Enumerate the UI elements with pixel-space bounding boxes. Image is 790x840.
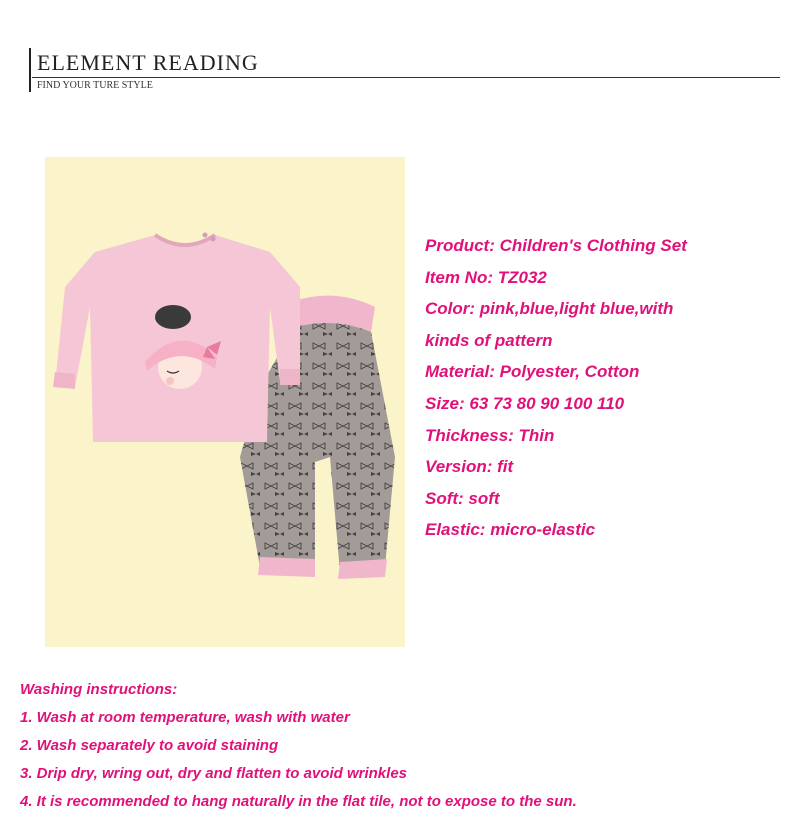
spec-version: Version: fit <box>425 457 514 477</box>
product-photo <box>45 157 405 647</box>
washing-item: 2. Wash separately to avoid staining <box>20 737 279 754</box>
spec-product: Product: Children's Clothing Set <box>425 236 687 255</box>
washing-item: 3. Drip dry, wring out, dry and flatten to avoid wrinkles <box>20 765 407 782</box>
header-divider <box>32 77 780 78</box>
washing-heading: Washing instructions: <box>20 681 178 698</box>
product-spec-list <box>425 230 775 546</box>
washing-item: 1. Wash at room temperature, wash with water <box>20 709 350 726</box>
spec-item-no: Item No: TZ032 <box>425 267 547 287</box>
section-title: ELEMENT READING <box>37 50 259 75</box>
spec-elastic: Elastic: micro-elastic <box>425 520 596 540</box>
header-accent-bar <box>29 48 31 92</box>
section-subtitle: FIND YOUR TURE STYLE <box>37 80 153 91</box>
spec-material: Material: Polyester, Cotton <box>425 362 640 382</box>
washing-item: 4. It is recommended to hang naturally in the flat tile, not to expose to the sun. <box>20 793 577 810</box>
spec-thickness: Thickness: Thin <box>425 425 555 445</box>
spec-color: Color: pink,blue,light blue,with <box>425 299 674 319</box>
washing-instructions <box>20 676 780 816</box>
spec-soft: Soft: soft <box>425 488 500 508</box>
spec-size: Size: 63 73 80 90 100 110 <box>425 393 625 413</box>
shirt-graphic <box>53 233 300 443</box>
spec-color-continued: kinds of pattern <box>425 330 553 350</box>
